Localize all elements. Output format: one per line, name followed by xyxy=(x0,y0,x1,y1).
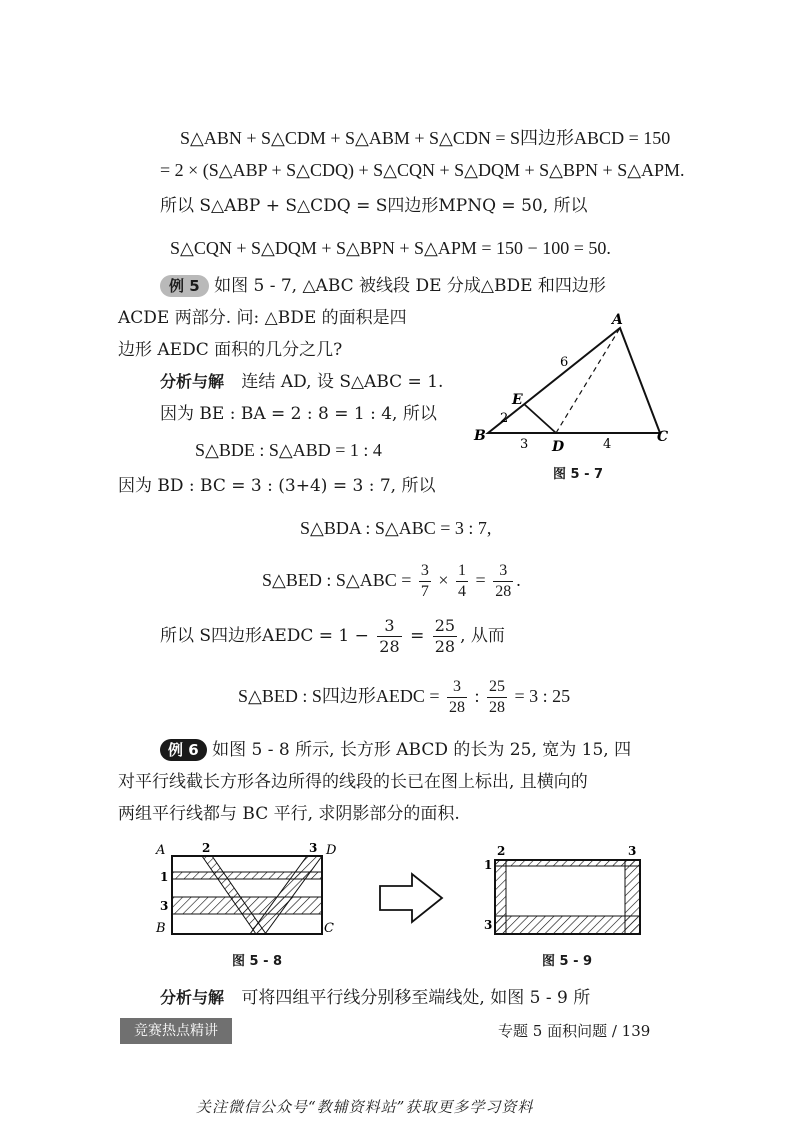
denominator: 4 xyxy=(458,583,467,601)
example-6-badge: 例 6 xyxy=(160,739,207,761)
example-5-eq-3 xyxy=(262,556,521,604)
equation-line-2: = 2 × (S△ABP + S△CDQ) + S△CQN + S△DQM + S△BPN + S△APM. xyxy=(160,160,685,180)
eq5-end: = 3 : 25 xyxy=(514,686,571,706)
label-d: D xyxy=(326,843,337,858)
example-5-analysis xyxy=(160,370,443,394)
example-5-line-3: 边形 AEDC 面积的几分之几? xyxy=(118,340,343,360)
label-top-2: 2 xyxy=(497,844,506,858)
label-e: E xyxy=(512,392,523,408)
equation-line-1: S△ABN + S△CDM + S△ABM + S△CDN = S四边形ABCD = 150 xyxy=(180,128,671,148)
label-left-3: 3 xyxy=(160,899,169,913)
eq5-left: S△BED : S四边形AEDC = xyxy=(238,686,440,706)
analysis-text: 可将四组平行线分别移至端线处, 如图 5 - 9 所 xyxy=(241,988,591,1008)
label-left-3: 3 xyxy=(484,918,493,932)
denominator: 28 xyxy=(449,699,466,717)
example-5-badge: 例 5 xyxy=(160,275,209,297)
segment-ad-dashed xyxy=(556,328,620,433)
label-c: C xyxy=(657,429,669,445)
equation-line-3: 所以 S△ABP + S△CDQ = S四边形MPNQ = 50, 所以 xyxy=(160,196,588,216)
fraction xyxy=(377,616,401,657)
denominator: 28 xyxy=(489,699,506,717)
label-left-1: 1 xyxy=(160,870,169,884)
bottom-band xyxy=(495,916,640,934)
label-top-2: 2 xyxy=(202,841,211,855)
example-5-line-6: 因为 BD : BC = 3 : (3+4) = 3 : 7, 所以 xyxy=(118,476,436,496)
fraction xyxy=(487,677,507,718)
numerator: 3 xyxy=(447,677,467,698)
label-top-3: 3 xyxy=(628,844,637,858)
figure-5-7-caption: 图 5 - 7 xyxy=(553,467,604,482)
example-5-line-1 xyxy=(160,274,606,298)
fraction xyxy=(456,561,468,602)
period: . xyxy=(516,570,521,590)
denominator: 7 xyxy=(420,583,429,601)
numerator: 25 xyxy=(434,616,456,635)
example-5-eq-4 xyxy=(160,612,505,660)
label-c: C xyxy=(324,921,334,936)
footer-page-info: 专题 5 面积问题 / 139 xyxy=(498,1022,651,1040)
figure-5-7 xyxy=(470,308,690,458)
label-b: B xyxy=(156,921,166,936)
example-5-text-1: 如图 5 - 7, △ABC 被线段 DE 分成△BDE 和四边形 xyxy=(214,276,606,296)
watermark-text: 关注微信公众号“教辅资料站”获取更多学习资料 xyxy=(196,1098,534,1116)
example-6-analysis xyxy=(160,986,590,1010)
label-length-4: 4 xyxy=(603,437,612,452)
triangle-abc xyxy=(488,328,660,433)
eq4-end: , 从而 xyxy=(460,626,505,646)
label-top-3: 3 xyxy=(309,841,318,855)
left-band xyxy=(495,860,506,934)
label-length-6: 6 xyxy=(560,355,569,370)
equation-line-4: S△CQN + S△DQM + S△BPN + S△APM = 150 − 100 = 50. xyxy=(170,238,611,258)
footer-section-label: 竞赛热点精讲 xyxy=(120,1018,232,1044)
label-length-2: 2 xyxy=(500,411,509,426)
numerator: 3 xyxy=(493,561,513,582)
segment-de xyxy=(524,404,556,433)
figure-5-9 xyxy=(484,844,640,934)
fraction xyxy=(447,677,467,718)
example-6-text-1: 如图 5 - 8 所示, 长方形 ABCD 的长为 25, 宽为 15, 四 xyxy=(212,740,632,760)
times-sign: × xyxy=(438,570,449,590)
example-5-eq-2: S△BDA : S△ABC = 3 : 7, xyxy=(300,518,492,538)
example-5-eq-1: S△BDE : S△ABD = 1 : 4 xyxy=(195,440,382,460)
example-6-line-1 xyxy=(160,738,631,762)
equals-sign: = xyxy=(410,626,425,646)
fraction xyxy=(493,561,513,602)
analysis-label: 分析与解 xyxy=(160,988,225,1007)
label-a: A xyxy=(156,843,166,858)
numerator: 1 xyxy=(456,561,468,582)
figure-5-8 xyxy=(155,841,337,936)
transform-arrow-icon xyxy=(380,874,442,922)
fraction xyxy=(433,616,457,657)
example-5-line-2: ACDE 两部分. 问: △BDE 的面积是四 xyxy=(118,308,407,328)
example-5-eq-5 xyxy=(238,672,570,720)
example-6-line-2: 对平行线截长方形各边所得的线段的长已在图上标出, 且横向的 xyxy=(118,772,588,792)
denominator: 28 xyxy=(434,637,456,656)
denominator: 28 xyxy=(379,637,400,656)
right-band xyxy=(625,860,640,934)
equals-sign: = xyxy=(475,570,486,590)
label-a: A xyxy=(612,312,623,328)
denominator: 28 xyxy=(495,583,512,601)
eq3-left: S△BED : S△ABC = xyxy=(262,570,412,590)
figure-5-8-caption: 图 5 - 8 xyxy=(232,954,283,969)
analysis-label: 分析与解 xyxy=(160,372,225,391)
label-length-3: 3 xyxy=(520,437,529,452)
numerator: 3 xyxy=(419,561,431,582)
label-left-1: 1 xyxy=(484,858,493,872)
label-d: D xyxy=(552,439,565,455)
label-b: B xyxy=(474,428,486,444)
eq4-left: 所以 S四边形AEDC = 1 − xyxy=(160,626,369,646)
fraction xyxy=(419,561,431,602)
figure-5-9-caption: 图 5 - 9 xyxy=(542,954,593,969)
ratio-colon: : xyxy=(474,686,480,706)
analysis-text: 连结 AD, 设 S△ABC = 1. xyxy=(241,372,444,392)
example-5-line-5: 因为 BE : BA = 2 : 8 = 1 : 4, 所以 xyxy=(160,404,437,424)
figures-5-8-and-5-9 xyxy=(150,836,650,946)
top-band xyxy=(495,860,640,866)
numerator: 3 xyxy=(377,616,401,637)
example-6-line-3: 两组平行线都与 BC 平行, 求阴影部分的面积. xyxy=(118,804,460,824)
numerator: 25 xyxy=(487,677,507,698)
